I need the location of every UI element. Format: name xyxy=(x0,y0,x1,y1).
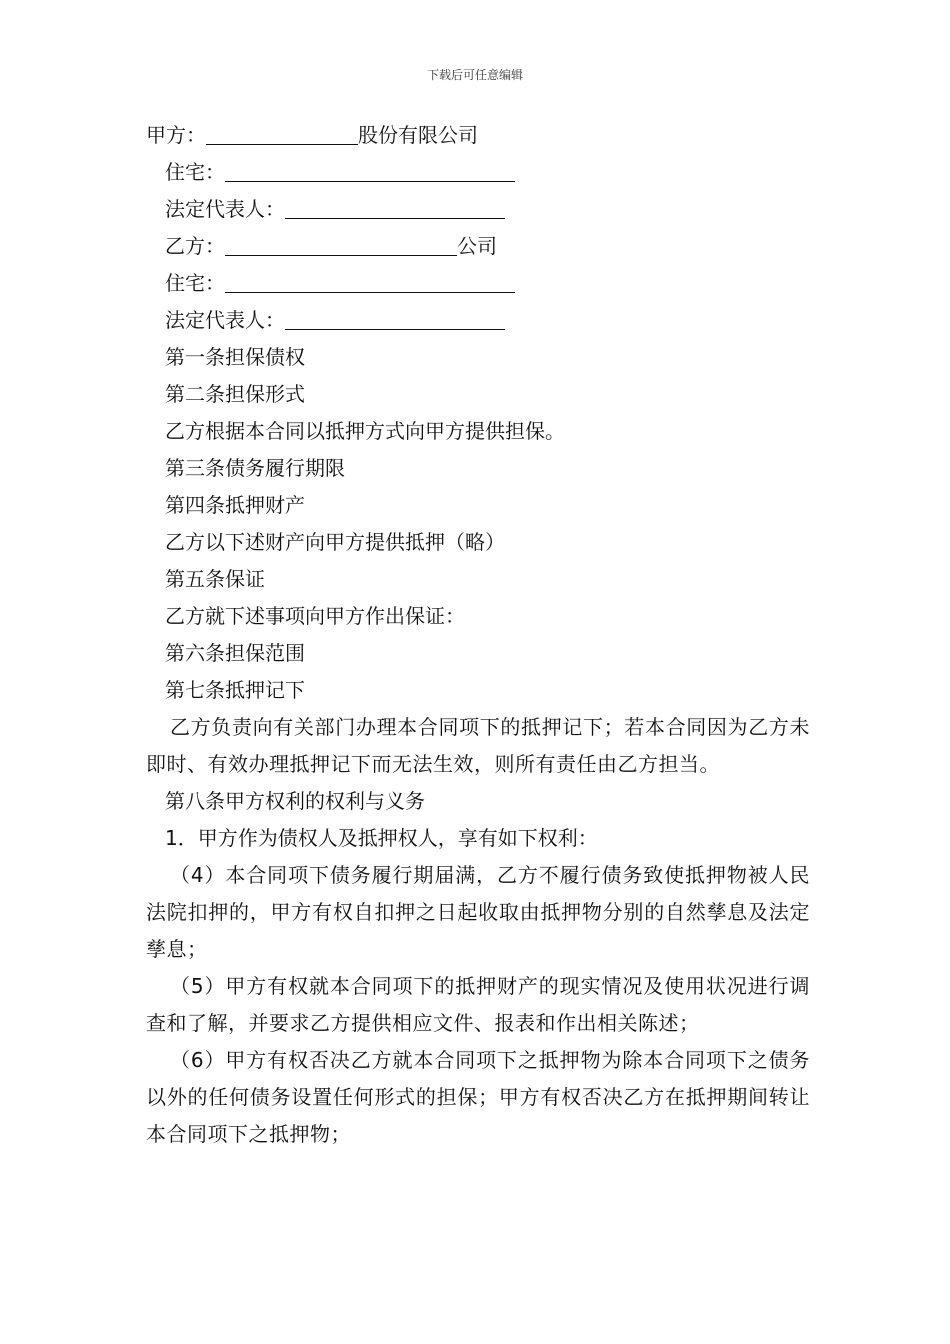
clause-3-heading: 第三条债务履行期限 xyxy=(165,456,345,480)
clause-5-text: 乙方就下述事项向甲方作出保证： xyxy=(165,604,465,628)
clause-8-item-1: 1．甲方作为债权人及抵押权人，享有如下权利： xyxy=(165,826,598,850)
party-b-residence-blank[interactable] xyxy=(225,270,515,293)
contract-body xyxy=(146,117,810,1153)
clause-4-heading: 第四条抵押财产 xyxy=(165,493,305,517)
clause-7-heading: 第七条抵押记下 xyxy=(165,678,305,702)
party-a-suffix: 股份有限公司 xyxy=(358,123,478,147)
clause-1-heading: 第一条担保债权 xyxy=(165,345,305,369)
clause-4-text: 乙方以下述财产向甲方提供抵押（略） xyxy=(165,530,505,554)
clause-2-text: 乙方根据本合同以抵押方式向甲方提供担保。 xyxy=(165,419,565,443)
party-b-suffix: 公司 xyxy=(457,234,497,258)
clause-8-item-4 xyxy=(146,857,810,968)
clause-8-heading: 第八条甲方权利的权利与义务 xyxy=(165,789,425,813)
clause-7-text: 乙方负责向有关部门办理本合同项下的抵押记下；若本合同因为乙方未即时、有效办理抵押记下而无法生效，则所有责任由乙方担当。 xyxy=(146,715,810,776)
party-a-rep-line xyxy=(146,191,810,228)
party-a-label: 甲方： xyxy=(146,123,206,147)
party-b-rep-blank[interactable] xyxy=(285,307,505,330)
clause-2-heading: 第二条担保形式 xyxy=(165,382,305,406)
party-b-name-blank[interactable] xyxy=(225,233,457,256)
page-header-note: 下载后可任意编辑 xyxy=(426,68,523,82)
party-a-name-blank[interactable] xyxy=(206,122,358,145)
party-a-residence-label: 住宅： xyxy=(165,160,225,184)
clause-8-item-4-text: （4）本合同项下债务履行期届满，乙方不履行债务致使抵押物被人民法院扣押的，甲方有权自扣押之日起收取由抵押物分别的自然孳息及法定孳息； xyxy=(146,863,810,961)
party-a-rep-label: 法定代表人： xyxy=(165,197,285,221)
party-a-line xyxy=(146,117,810,154)
party-b-rep-line xyxy=(146,302,810,339)
party-b-line xyxy=(146,228,810,265)
clause-8-item-6 xyxy=(146,1042,810,1153)
clause-8-item-5-text: （5）甲方有权就本合同项下的抵押财产的现实情况及使用状况进行调查和了解，并要求乙方提供相应文件、报表和作出相关陈述； xyxy=(146,974,810,1035)
party-a-residence-line xyxy=(146,154,810,191)
party-b-residence-label: 住宅： xyxy=(165,271,225,295)
clause-6-heading: 第六条担保范围 xyxy=(165,641,305,665)
clause-8-item-5 xyxy=(146,968,810,1042)
party-b-residence-line xyxy=(146,265,810,302)
party-b-rep-label: 法定代表人： xyxy=(165,308,285,332)
clause-8-item-6-text: （6）甲方有权否决乙方就本合同项下之抵押物为除本合同项下之债务以外的任何债务设置任何形式的担保；甲方有权否决乙方在抵押期间转让本合同项下之抵押物； xyxy=(146,1048,810,1146)
clause-5-heading: 第五条保证 xyxy=(165,567,265,591)
party-b-label: 乙方： xyxy=(165,234,225,258)
party-a-rep-blank[interactable] xyxy=(285,196,505,219)
party-a-residence-blank[interactable] xyxy=(225,159,515,182)
